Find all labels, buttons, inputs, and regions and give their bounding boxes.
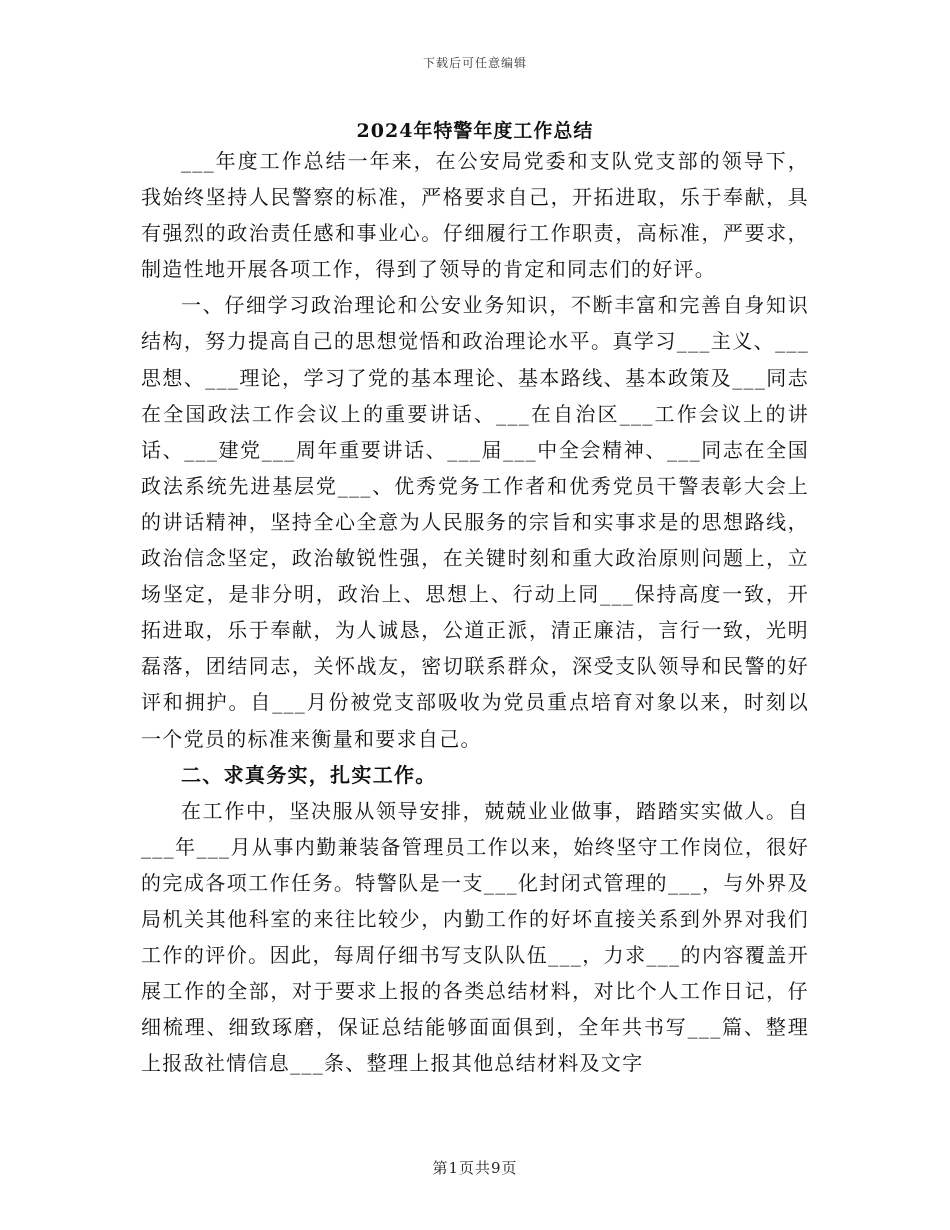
document-body (141, 143, 809, 1081)
header-note: 下载后可任意编辑 (422, 56, 527, 70)
paragraph-section-2: 在工作中，坚决服从领导安排，兢兢业业做事，踏踏实实做人。自___年___月从事内勤兼装备管理员工作以来，始终坚守工作岗位，很好的完成各项工作任务。特警队是一支___化封闭式管理的___，与外界及局机关其他科室的来往比较少，内勤工作的好坏直接关系到外界对我们工作的评价。因此，每周仔细书写支队队伍___，力求___的内容覆盖开展工作的全部，对于要求上报的各类总结材料，对比个人工作日记，仔细梳理、细致琢磨，保证总结能够面面俱到，全年共书写___篇、整理上报敌社情信息___条、整理上报其他总结材料及文字 (141, 798, 809, 1076)
page-number: 第1页共9页 (432, 1159, 518, 1177)
document-title: 2024年特警年度工作总结 (356, 120, 594, 142)
paragraph-intro: ___年度工作总结一年来，在公安局党委和支队党支部的领导下，我始终坚持人民警察的标准，严格要求自己，开拓进取，乐于奉献，具有强烈的政治责任感和事业心。仔细履行工作职责，高标准，严要求，制造性地开展各项工作，得到了领导的肯定和同志们的好评。 (141, 149, 809, 282)
paragraph-section-1: 一、仔细学习政治理论和公安业务知识，不断丰富和完善自身知识结构，努力提高自己的思想觉悟和政治理论水平。真学习___主义、___思想、___理论，学习了党的基本理论、基本路线、基本政策及___同志在全国政法工作会议上的重要讲话、___在自治区___工作会议上的讲话、___建党___周年重要讲话、___届___中全会精神、___同志在全国政法系统先进基层党___、优秀党务工作者和优秀党员干警表彰大会上的讲话精神，坚持全心全意为人民服务的宗旨和实事求是的思想路线，政治信念坚定，政治敏锐性强，在关键时刻和重大政治原则问题上，立场坚定，是非分明，政治上、思想上、行动上同___保持高度一致，开拓进取，乐于奉献，为人诚恳，公道正派，清正廉洁，言行一致，光明磊落，团结同志，关怀战友，密切联系群众，深受支队领导和民警的好评和拥护。自___月份被党支部吸收为党员重点培育对象以来，时刻以一个党员的标准来衡量和要求自己。 (141, 293, 809, 751)
section-heading-2: 二、求真务实，扎实工作。 (181, 762, 437, 787)
